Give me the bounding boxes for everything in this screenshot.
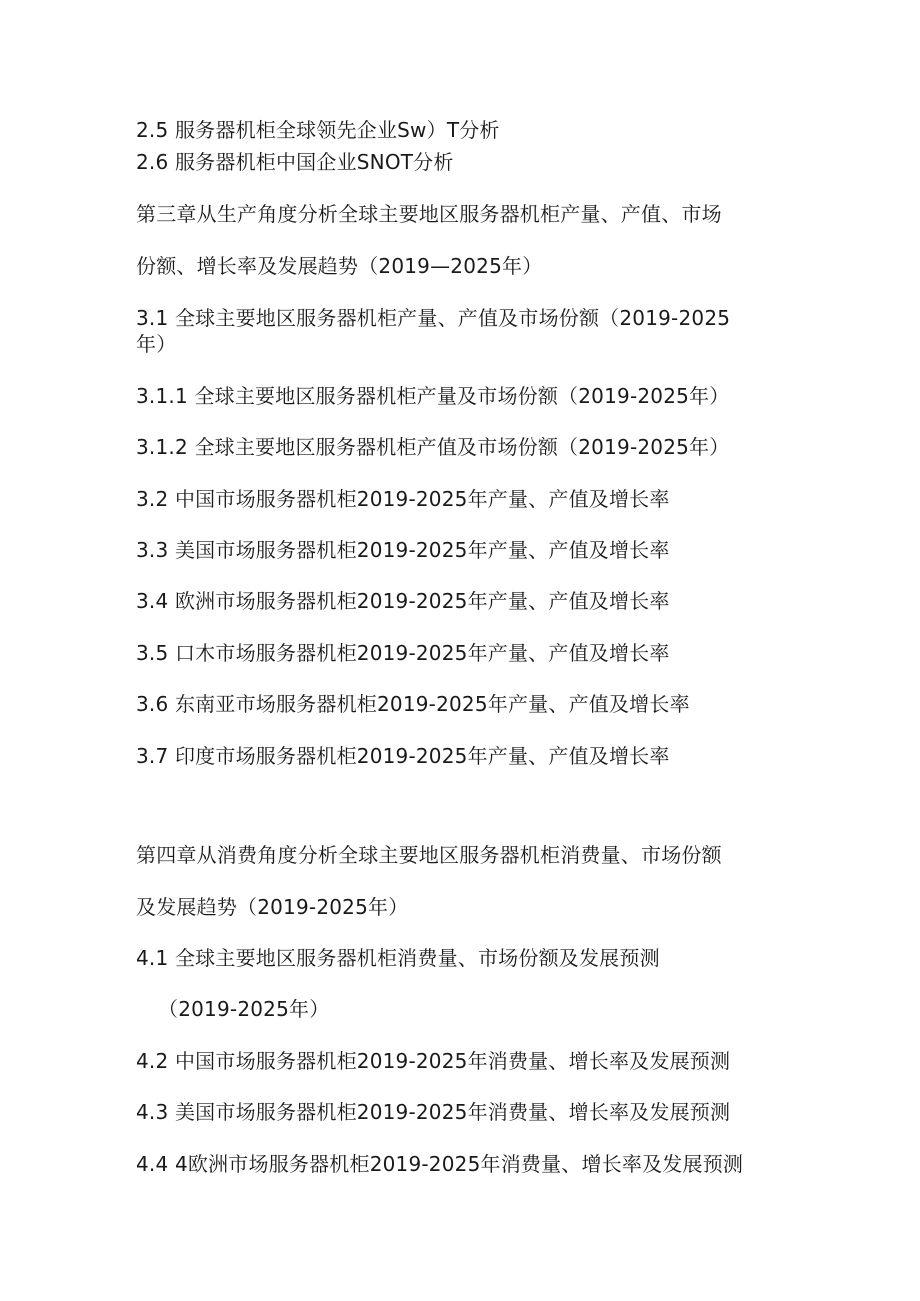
toc-entry-4-3: 4.3 美国市场服务器机柜2019-2025年消费量、增长率及发展预测 <box>136 1100 731 1124</box>
toc-entry-3-6: 3.6 东南亚市场服务器机柜2019-2025年产量、产值及增长率 <box>136 692 690 716</box>
toc-entry-2-6: 2.6 服务器机柜中国企业SNOT分析 <box>136 150 454 174</box>
toc-entry-3-3: 3.3 美国市场服务器机柜2019-2025年产量、产值及增长率 <box>136 538 670 562</box>
chapter-3-heading-line-1: 第三章从生产角度分析全球主要地区服务器机柜产量、产值、市场 <box>136 202 722 226</box>
toc-entry-3-2: 3.2 中国市场服务器机柜2019-2025年产量、产值及增长率 <box>136 487 670 511</box>
toc-entry-3-1-2: 3.1.2 全球主要地区服务器机柜产值及市场份额（2019-2025年） <box>136 435 730 459</box>
toc-entry-4-4: 4.4 4欧洲市场服务器机柜2019-2025年消费量、增长率及发展预测 <box>136 1152 744 1176</box>
toc-entry-3-4: 3.4 欧洲市场服务器机柜2019-2025年产量、产值及增长率 <box>136 589 670 613</box>
chapter-4-heading-line-1: 第四章从消费角度分析全球主要地区服务器机柜消费量、市场份额 <box>136 843 722 867</box>
toc-entry-3-1: 3.1 全球主要地区服务器机柜产量、产值及市场份额（2019-2025 <box>136 306 731 330</box>
chapter-4-heading-line-2: 及发展趋势（2019-2025年） <box>136 895 409 919</box>
toc-entry-3-7: 3.7 印度市场服务器机柜2019-2025年产量、产值及增长率 <box>136 744 670 768</box>
toc-entry-2-5: 2.5 服务器机柜全球领先企业Sw）T分析 <box>136 118 500 142</box>
toc-entry-4-2: 4.2 中国市场服务器机柜2019-2025年消费量、增长率及发展预测 <box>136 1049 731 1073</box>
chapter-3-heading-line-2: 份额、增长率及发展趋势（2019—2025年） <box>136 254 543 278</box>
toc-entry-3-1-1: 3.1.1 全球主要地区服务器机柜产量及市场份额（2019-2025年） <box>136 384 730 408</box>
toc-entry-4-1-continued: （2019-2025年） <box>158 997 330 1021</box>
toc-entry-4-1: 4.1 全球主要地区服务器机柜消费量、市场份额及发展预测 <box>136 946 660 970</box>
toc-entry-3-5: 3.5 口木市场服务器机柜2019-2025年产量、产值及增长率 <box>136 641 670 665</box>
toc-entry-3-1-continued: 年） <box>136 332 177 356</box>
